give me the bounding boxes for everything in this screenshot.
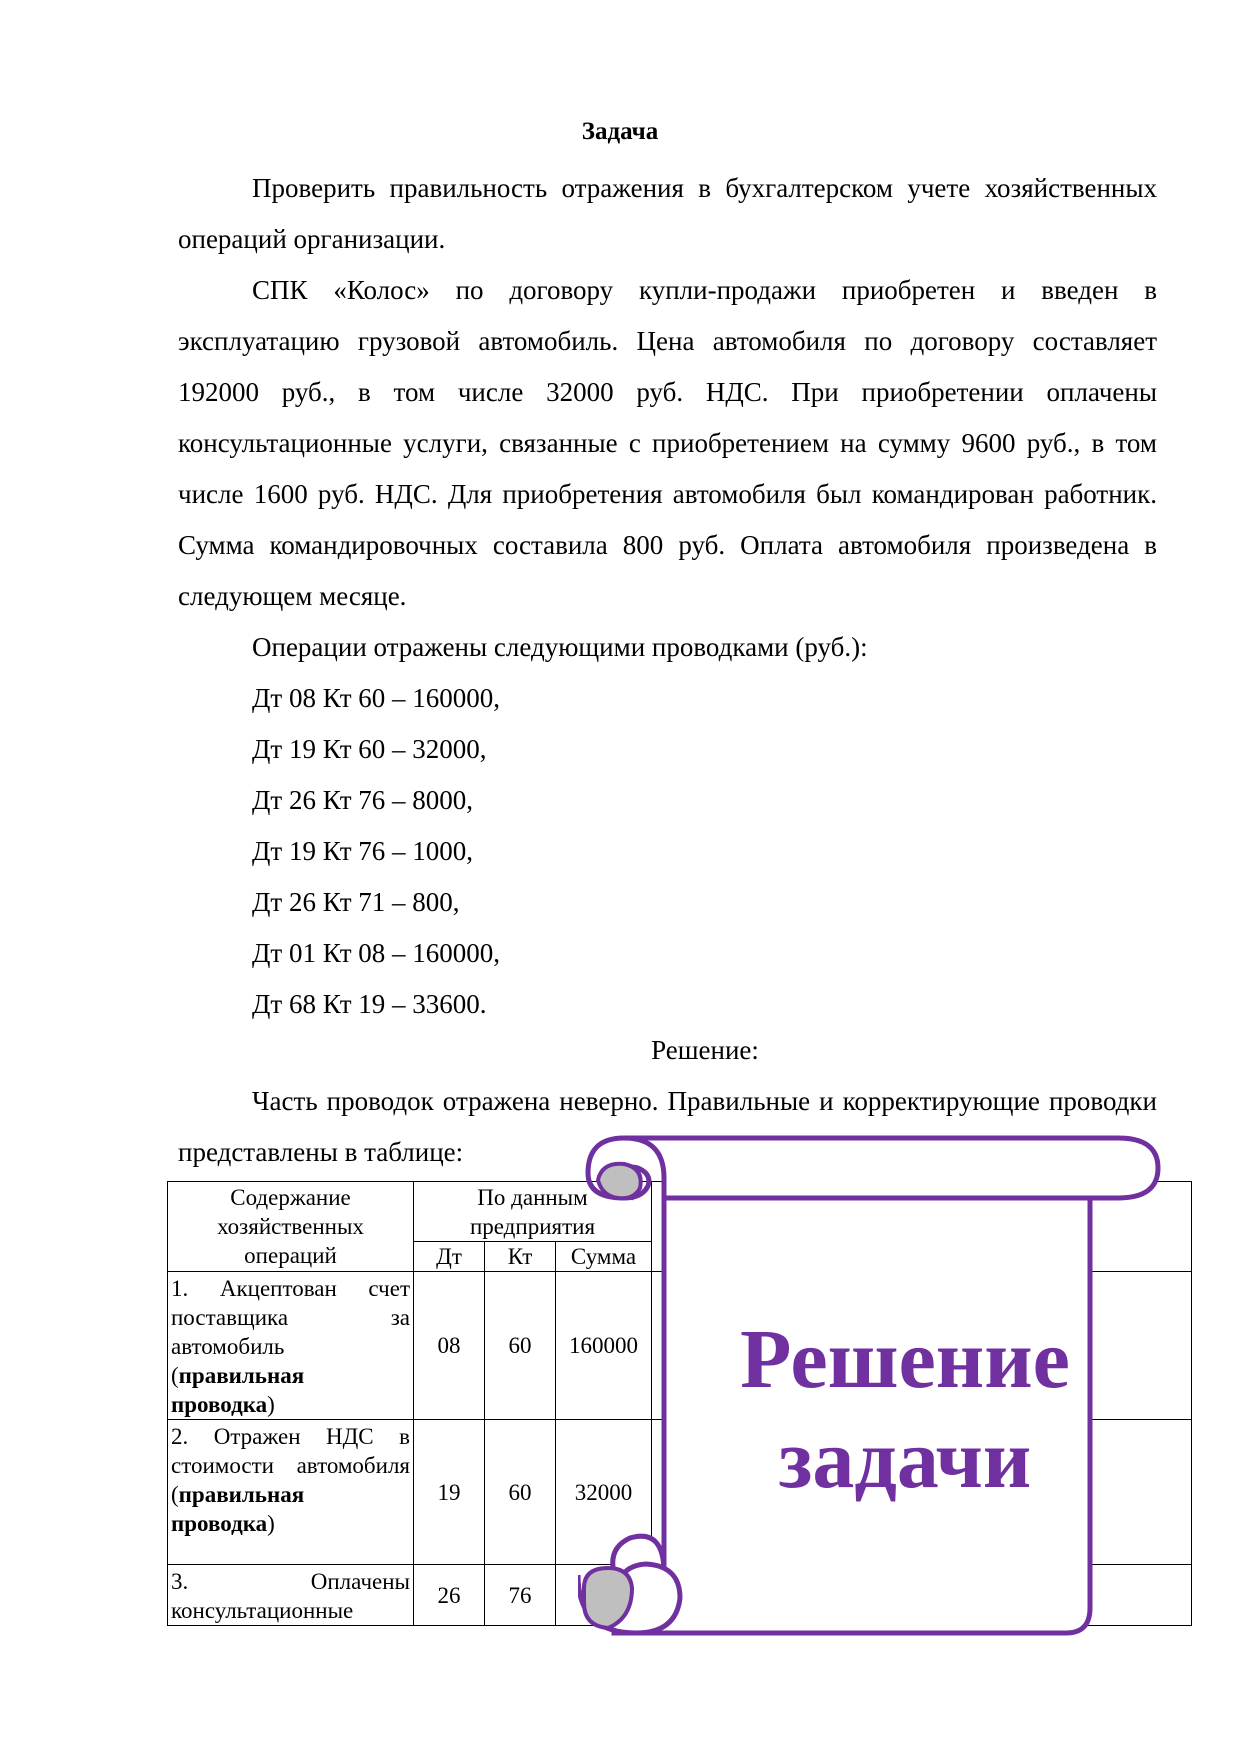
header-sum: Сумма <box>556 1242 652 1272</box>
header-dt: Дт <box>414 1242 485 1272</box>
header-company: По данным предприятия <box>414 1182 652 1242</box>
solution-heading: Решение: <box>651 1035 759 1065</box>
row-description: 1. Акцептован счет поставщика за автомобиль (правильная проводка) <box>168 1272 414 1420</box>
document-title: Задача <box>581 118 659 145</box>
problem-paragraph: СПК «Колос» по договору купли-продажи приобретен и введен в эксплуатацию грузовой автомобиль. Цена автомобиля по договору составляет 192000 руб., в том числе 32000 руб. НДС. При приобретении оплачены консультационные услуги, связанные с приобретением на сумму 9600 руб., в том числе 1600 руб. НДС. Для приобретения автомобиля был командирован работник. Сумма командировочных составила 800 руб. Оплата автомобиля произведена в следующем месяце. <box>178 275 1157 611</box>
posting-line: Дт 19 Кт 76 – 1000, <box>252 836 473 866</box>
solution-paragraph: Часть проводок отражена неверно. Правильные и корректирующие проводки представлены в таблице: <box>178 1086 1157 1167</box>
row-kt: 76 <box>485 1565 556 1626</box>
header-kt: Кт <box>485 1242 556 1272</box>
posting-line: Дт 01 Кт 08 – 160000, <box>252 938 500 968</box>
row-description: 2. Отражен НДС в стоимости автомобиля (правильная проводка) <box>168 1420 414 1565</box>
banner-title: Решение задачи <box>740 1313 1070 1506</box>
row-dt: 26 <box>414 1565 485 1626</box>
row-sum: 32000 <box>556 1420 652 1565</box>
row-sum: 160000 <box>556 1272 652 1420</box>
row-dt: 08 <box>414 1272 485 1420</box>
row-description: 3. Оплачены консультационные <box>168 1565 414 1626</box>
posting-line: Дт 19 Кт 60 – 32000, <box>252 734 487 764</box>
posting-line: Дт 26 Кт 76 – 8000, <box>252 785 473 815</box>
row-dt: 19 <box>414 1420 485 1565</box>
row-note: правильная проводка <box>171 1482 305 1536</box>
postings-intro: Операции отражены следующими проводками (руб.): <box>252 632 868 662</box>
row-kt: 60 <box>485 1420 556 1565</box>
row-note: правильная проводка <box>171 1363 305 1417</box>
intro-paragraph: Проверить правильность отражения в бухгалтерском учете хозяйственных операций организации. <box>178 173 1157 254</box>
posting-line: Дт 08 Кт 60 – 160000, <box>252 683 500 713</box>
postings-list <box>252 673 500 1030</box>
header-content: Содержание хозяйственных операций <box>168 1182 414 1272</box>
row-kt: 60 <box>485 1272 556 1420</box>
posting-line: Дт 68 Кт 19 – 33600. <box>252 989 487 1019</box>
posting-line: Дт 26 Кт 71 – 800, <box>252 887 460 917</box>
